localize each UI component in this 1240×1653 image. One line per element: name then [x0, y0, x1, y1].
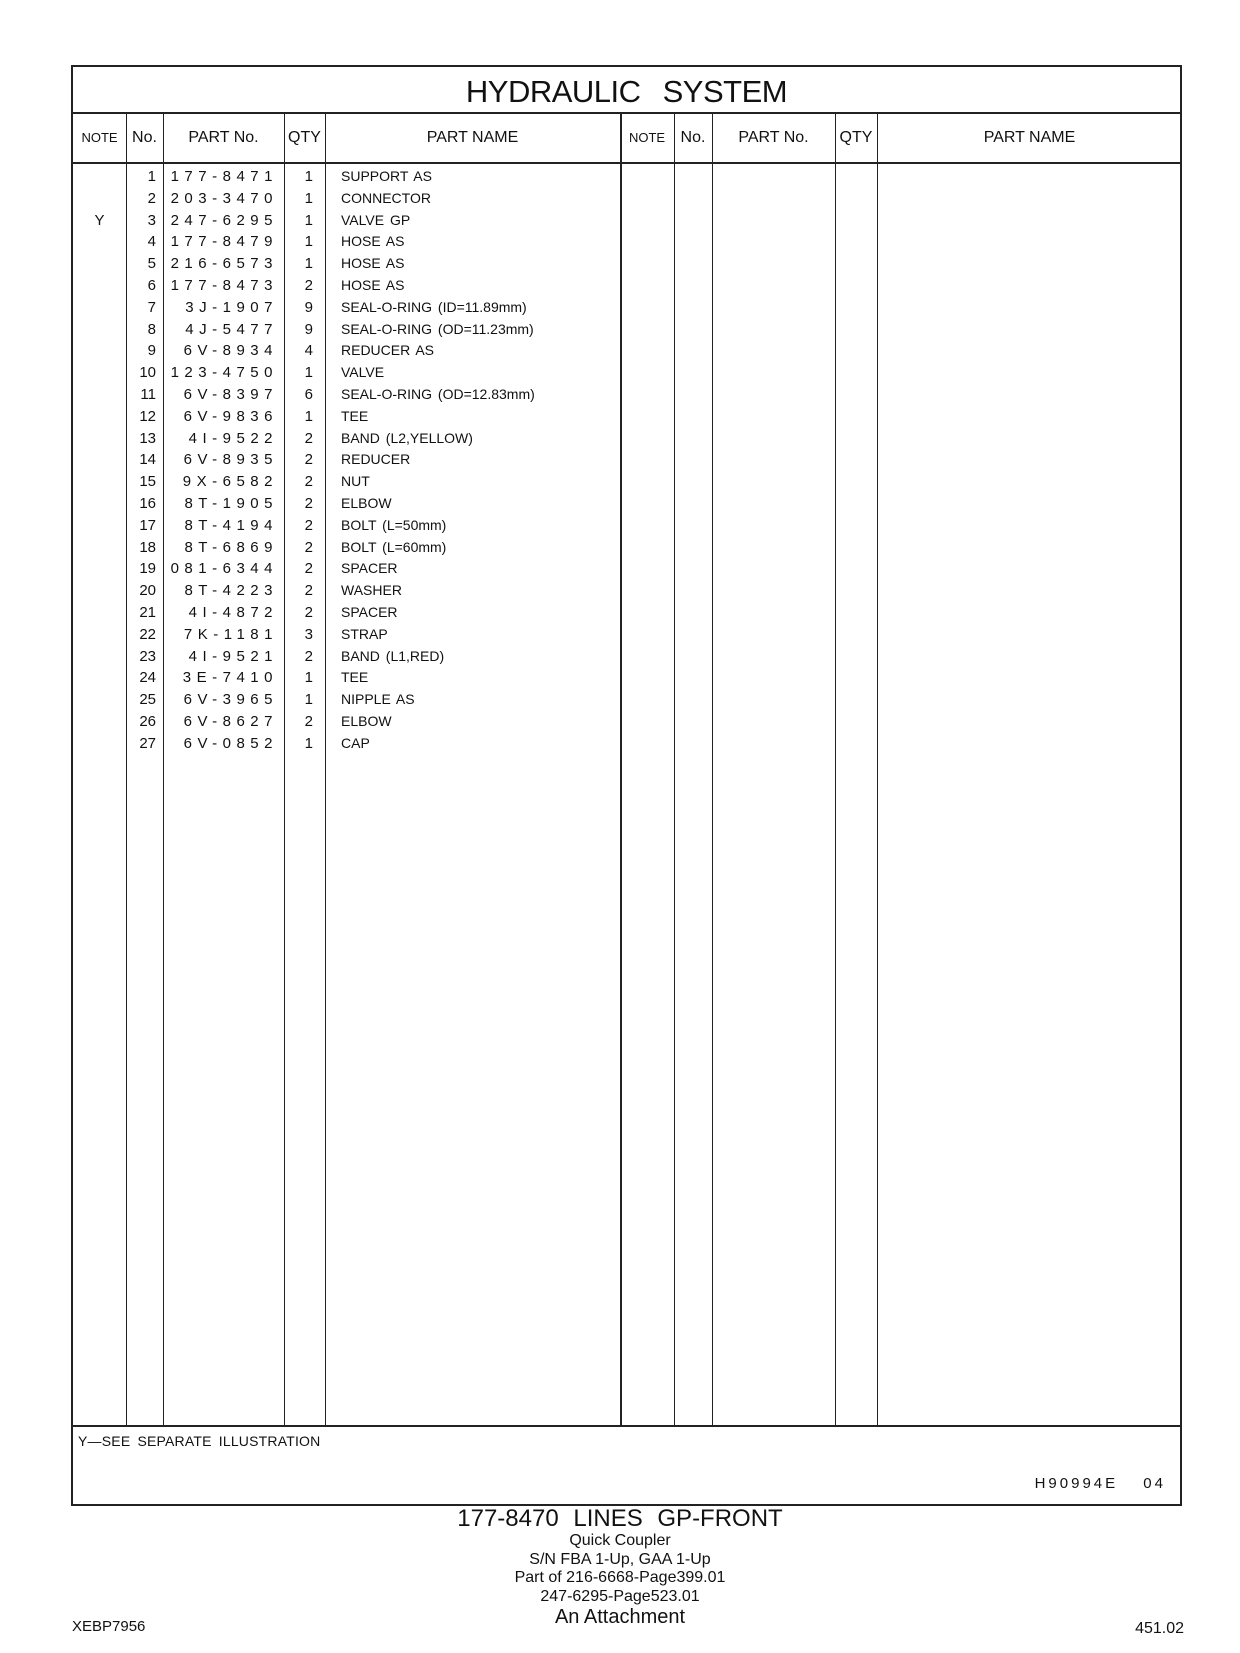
row-part-name: BOLT (L=50mm) — [341, 516, 447, 533]
row-part-number: 6V-9836 — [183, 407, 278, 425]
row-quantity: 1 — [304, 691, 313, 709]
row-quantity: 3 — [304, 625, 313, 643]
table-row — [73, 514, 633, 537]
row-quantity: 9 — [304, 320, 313, 338]
row-part-name: SEAL-O-RING (OD=11.23mm) — [341, 320, 534, 337]
table-row — [73, 688, 633, 711]
row-part-name: VALVE — [341, 364, 385, 381]
row-part-number: 8T-6869 — [184, 538, 278, 556]
row-quantity: 1 — [304, 168, 313, 185]
table-row — [73, 427, 633, 450]
row-quantity: 4 — [304, 342, 313, 360]
row-number: 1 — [147, 168, 156, 185]
row-quantity: 6 — [304, 386, 313, 403]
row-quantity: 1 — [304, 364, 313, 382]
row-number: 3 — [147, 211, 156, 229]
row-part-name: REDUCER AS — [341, 342, 435, 359]
page-number: 451.02 — [1135, 1620, 1184, 1637]
row-quantity: 2 — [304, 277, 313, 294]
row-number: 4 — [147, 233, 156, 251]
row-quantity: 1 — [304, 669, 313, 687]
table-row — [73, 601, 633, 624]
row-part-name: WASHER — [341, 582, 402, 599]
caption-line: Quick Coupler — [569, 1532, 671, 1549]
row-part-number: 123-4750 — [170, 364, 278, 382]
column-divider — [712, 114, 713, 1425]
row-part-number: 4I-4872 — [188, 604, 278, 621]
table-row — [73, 645, 633, 668]
header-partno-left: PART No. — [188, 129, 259, 146]
row-part-name: SEAL-O-RING (ID=11.89mm) — [341, 298, 527, 315]
table-row — [73, 230, 633, 253]
row-note: Y — [94, 211, 105, 229]
table-row — [73, 361, 633, 384]
row-part-name: VALVE GP — [341, 211, 411, 228]
row-number: 10 — [139, 364, 156, 382]
table-row — [73, 405, 633, 428]
row-part-number: 6V-3965 — [183, 691, 278, 709]
row-part-name: STRAP — [341, 625, 388, 642]
row-part-number: 6V-8397 — [183, 386, 278, 403]
table-row — [73, 732, 633, 755]
table-row — [73, 666, 633, 689]
row-number: 6 — [147, 277, 156, 294]
row-part-name: CAP — [341, 734, 370, 751]
row-part-number: 216-6573 — [170, 255, 278, 273]
row-part-number: 177-8473 — [170, 277, 278, 294]
row-part-number: 247-6295 — [170, 211, 278, 229]
document-code: XEBP7956 — [72, 1618, 146, 1635]
row-number: 23 — [139, 647, 156, 665]
row-part-name: SPACER — [341, 560, 398, 577]
caption-line: Part of 216-6668-Page399.01 — [514, 1569, 726, 1586]
row-quantity: 2 — [304, 713, 313, 730]
row-part-number: 3E-7410 — [182, 669, 278, 687]
row-quantity: 1 — [304, 734, 313, 752]
table-row — [73, 318, 633, 341]
header-partno-right: PART No. — [738, 129, 809, 146]
row-part-name: TEE — [341, 407, 369, 424]
row-quantity: 2 — [304, 495, 313, 512]
table-row — [73, 296, 633, 319]
row-number: 12 — [139, 407, 156, 425]
header-no-left: No. — [132, 129, 157, 146]
header-no-right: No. — [680, 129, 706, 146]
row-quantity: 2 — [304, 451, 313, 469]
table-row — [73, 579, 633, 602]
row-part-number: 8T-4223 — [184, 582, 278, 600]
footnote-divider — [73, 1425, 1180, 1427]
row-number: 18 — [139, 538, 156, 556]
row-part-number: 4J-5477 — [185, 320, 278, 338]
row-part-number: 9X-6582 — [182, 473, 278, 491]
caption-line: 247-6295-Page523.01 — [540, 1587, 700, 1605]
row-part-name: CONNECTOR — [341, 189, 431, 206]
row-quantity: 9 — [304, 298, 313, 316]
table-row — [73, 274, 633, 297]
row-part-name: SPACER — [341, 604, 398, 620]
drawing-code: H90994E 04 — [1034, 1475, 1166, 1492]
row-quantity: 2 — [304, 647, 313, 665]
row-part-name: ELBOW — [341, 713, 392, 729]
row-number: 27 — [139, 734, 156, 752]
row-quantity: 2 — [304, 429, 313, 447]
table-row — [73, 623, 633, 646]
row-part-number: 081-6344 — [170, 560, 278, 578]
row-part-name: SUPPORT AS — [341, 168, 432, 184]
row-number: 22 — [139, 625, 156, 643]
row-number: 9 — [147, 342, 156, 360]
table-title: HYDRAULIC SYSTEM — [73, 67, 1180, 114]
row-part-number: 177-8479 — [170, 233, 278, 251]
row-quantity: 1 — [304, 211, 313, 229]
table-row — [73, 448, 633, 471]
header-partname-left: PART NAME — [426, 129, 519, 146]
row-number: 25 — [139, 691, 156, 709]
row-part-number: 7K-1181 — [183, 625, 278, 643]
row-part-name: HOSE AS — [341, 233, 405, 250]
header-divider — [73, 162, 1180, 164]
row-part-name: BAND (L1,RED) — [341, 647, 445, 664]
row-number: 17 — [139, 516, 156, 534]
row-part-name: HOSE AS — [341, 277, 405, 293]
row-quantity: 1 — [304, 255, 313, 273]
row-quantity: 2 — [304, 560, 313, 578]
row-part-name: NUT — [341, 473, 370, 490]
row-part-name: BOLT (L=60mm) — [341, 538, 447, 555]
row-part-number: 3J-1907 — [185, 298, 278, 316]
column-divider — [674, 114, 675, 1425]
table-row — [73, 252, 633, 275]
row-part-number: 6V-0852 — [183, 734, 278, 752]
row-quantity: 1 — [304, 233, 313, 251]
table-row — [73, 339, 633, 362]
row-number: 16 — [139, 495, 156, 512]
row-number: 19 — [139, 560, 156, 578]
row-part-number: 6V-8935 — [183, 451, 278, 469]
header-note-left: NOTE — [81, 130, 118, 145]
row-quantity: 1 — [304, 189, 313, 207]
caption-title: 177-8470 LINES GP-FRONT — [457, 1505, 783, 1532]
row-part-name: NIPPLE AS — [341, 691, 415, 708]
header-note-right: NOTE — [628, 130, 666, 145]
row-quantity: 2 — [304, 582, 313, 600]
caption-line: S/N FBA 1-Up, GAA 1-Up — [529, 1550, 711, 1568]
row-number: 15 — [139, 473, 156, 491]
row-part-name: HOSE AS — [341, 255, 405, 272]
row-number: 2 — [147, 189, 156, 207]
table-row — [73, 470, 633, 493]
row-number: 21 — [139, 604, 156, 621]
row-number: 13 — [139, 429, 156, 447]
header-qty-right: QTY — [839, 129, 873, 146]
row-number: 24 — [139, 669, 156, 687]
row-number: 8 — [147, 320, 156, 338]
caption — [0, 1506, 1240, 1628]
table-row — [73, 492, 633, 515]
row-part-name: TEE — [341, 669, 369, 686]
row-number: 20 — [139, 582, 156, 600]
table-row — [73, 557, 633, 580]
caption-end: An Attachment — [554, 1606, 686, 1628]
row-part-name: SEAL-O-RING (OD=12.83mm) — [341, 386, 535, 402]
footnote: Y—SEE SEPARATE ILLUSTRATION — [78, 1433, 321, 1449]
row-number: 5 — [147, 255, 156, 273]
row-part-name: REDUCER — [341, 451, 411, 468]
header-partname-right: PART NAME — [983, 129, 1076, 146]
table-row — [73, 165, 633, 188]
row-quantity: 2 — [304, 516, 313, 534]
row-quantity: 2 — [304, 473, 313, 491]
parts-table — [71, 65, 1182, 1506]
row-part-number: 6V-8627 — [183, 713, 278, 730]
table-row — [73, 710, 633, 733]
row-quantity: 1 — [304, 407, 313, 425]
table-row — [73, 383, 633, 406]
row-part-number: 177-8471 — [170, 168, 278, 185]
column-divider — [877, 114, 878, 1425]
row-quantity: 2 — [304, 604, 313, 621]
row-part-number: 203-3470 — [170, 189, 278, 207]
row-part-number: 4I-9521 — [188, 647, 278, 665]
row-part-name: ELBOW — [341, 495, 392, 511]
row-part-number: 4I-9522 — [188, 429, 278, 447]
row-part-name: BAND (L2,YELLOW) — [341, 429, 473, 446]
table-row — [73, 187, 633, 210]
row-part-number: 6V-8934 — [183, 342, 278, 360]
table-row — [73, 536, 633, 559]
header-qty-left: QTY — [288, 129, 321, 146]
row-number: 11 — [140, 386, 156, 403]
row-part-number: 8T-4194 — [184, 516, 278, 534]
row-quantity: 2 — [304, 538, 313, 556]
row-number: 7 — [147, 298, 156, 316]
row-part-number: 8T-1905 — [184, 495, 278, 512]
column-divider — [835, 114, 836, 1425]
table-row — [73, 209, 633, 232]
row-number: 14 — [139, 451, 156, 469]
row-number: 26 — [139, 713, 156, 730]
